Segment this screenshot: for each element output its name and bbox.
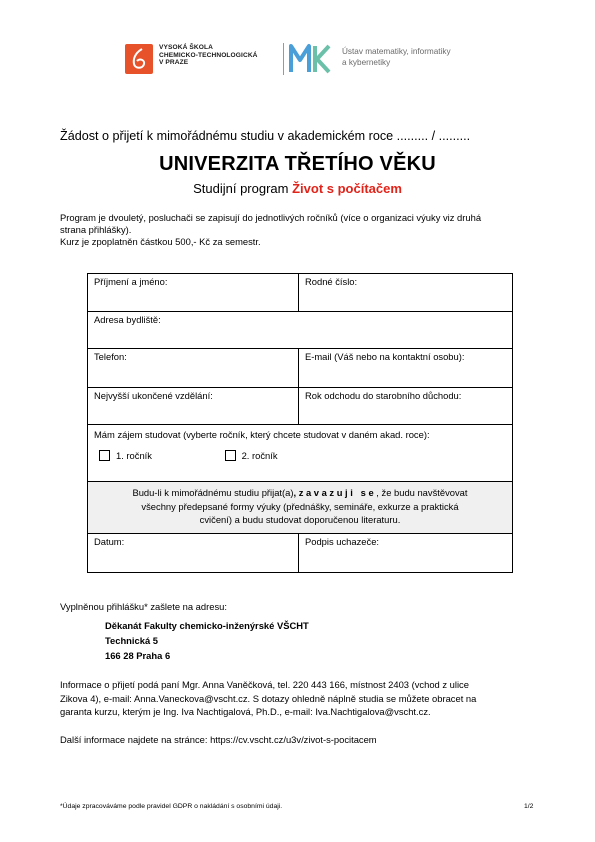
vscht-logo — [125, 44, 153, 79]
subtitle-prefix: Studijní program — [193, 181, 293, 196]
phone-label: Telefon: — [94, 351, 127, 362]
intro-line-1: Program je dvouletý, posluchači se zapisují do jednotlivých ročníků (více o organizaci výuky viz druhá — [60, 212, 482, 223]
intro-line-3: Kurz je zpoplatněn částkou 500,- Kč za semestr. — [60, 236, 261, 248]
request-line: Žádost o přijetí k mimořádnému studiu v akademickém roce ......... / ......... — [60, 129, 471, 143]
address-label: Adresa bydliště: — [94, 314, 161, 325]
phone-field[interactable] — [88, 349, 299, 388]
year-options — [99, 450, 506, 461]
info-line-3: garanta kurzu, kterým je Ing. Iva Nachtigalová, Ph.D., e-mail: Iva.Nachtigalova@vscht.cz. — [60, 706, 431, 718]
address-line-3: 166 28 Praha 6 — [105, 650, 171, 661]
address-field[interactable] — [88, 312, 513, 349]
commit-line-2: všechny předepsané formy výuky (přednášky, semináře, exkurze a praktická — [141, 500, 459, 512]
year2-checkbox[interactable] — [225, 450, 236, 461]
signature-label: Podpis uchazeče: — [305, 536, 380, 547]
surname-name-field[interactable] — [88, 274, 299, 312]
address-line-2: Technická 5 — [105, 635, 158, 646]
commitment-statement — [88, 482, 513, 534]
education-label: Nejvyšší ukončené vzdělání: — [94, 390, 213, 401]
study-interest-section — [88, 425, 513, 482]
email-label: E-mail (Váš nebo na kontaktní osobu): — [305, 351, 465, 362]
interest-label: Mám zájem studovat (vyberte ročník, který chcete studovat v daném akad. roce): — [94, 429, 430, 440]
retirement-year-label: Rok odchodu do starobního důchodu: — [305, 390, 462, 401]
logo-divider — [283, 43, 284, 75]
more-info-link[interactable]: Další informace najdete na stránce: https://cv.vscht.cz/u3v/zivot-s-pocitacem — [60, 734, 377, 745]
year2-option[interactable] — [225, 450, 278, 461]
date-label: Datum: — [94, 536, 125, 547]
vscht-line-2: CHEMICKO-TECHNOLOGICKÁ — [159, 51, 258, 59]
program-name: Život s počítačem — [292, 181, 402, 196]
mailing-address — [105, 618, 309, 663]
birth-number-label: Rodné číslo: — [305, 276, 358, 287]
mk-line-1: Ústav matematiky, informatiky — [342, 47, 451, 56]
retirement-year-field[interactable] — [299, 388, 513, 425]
surname-name-label: Příjmení a jméno: — [94, 276, 168, 287]
year2-label: 2. ročník — [241, 450, 278, 461]
vscht-logo-icon — [125, 44, 153, 74]
commit-comma: , — [293, 487, 297, 498]
email-field[interactable] — [299, 349, 513, 388]
year1-label: 1. ročník — [116, 450, 152, 461]
year1-option[interactable] — [99, 450, 152, 461]
address-line-1: Děkanát Fakulty chemicko-inženýrské VŠCHT — [105, 620, 309, 631]
gdpr-footnote: *Údaje zpracováváme podle pravidel GDPR o nakládání s osobními údaji. — [60, 803, 283, 810]
page-title: UNIVERZITA TŘETÍHO VĚKU — [159, 153, 436, 175]
page-number: 1/2 — [524, 803, 534, 810]
mk-line-2: a kybernetiky — [342, 57, 391, 67]
year1-checkbox[interactable] — [99, 450, 110, 461]
commit-line-3: cvičení) a budu studovat doporučenou literaturu. — [199, 514, 401, 525]
info-line-1: Informace o přijetí podá paní Mgr. Anna Vaněčková, tel. 220 443 166, místnost 2403 (vchod z ulice — [60, 679, 469, 690]
date-field[interactable] — [88, 534, 299, 573]
intro-line-2: strana přihlášky). — [60, 224, 132, 236]
intro-text — [60, 212, 481, 249]
contact-info — [60, 678, 476, 719]
program-subtitle — [0, 181, 595, 196]
commit-rest: , že budu navštěvovat — [376, 487, 468, 498]
mk-logo-text — [342, 47, 451, 68]
mk-logo-icon — [288, 42, 332, 81]
application-form — [87, 273, 513, 573]
signature-field[interactable] — [299, 534, 513, 573]
vscht-logo-text — [159, 44, 258, 67]
vscht-line-3: V PRAZE — [159, 59, 189, 67]
education-field[interactable] — [88, 388, 299, 425]
vscht-line-1: VYSOKÁ ŠKOLA — [159, 44, 213, 51]
commit-line-1 — [94, 486, 506, 500]
info-line-2: Zikova 4), e-mail: Anna.Vaneckova@vscht.cz. S dotazy ohledně náplně studia se můžete obracet na — [60, 692, 477, 704]
commit-keyword: zavazuji se — [298, 487, 377, 498]
send-to-text: Vyplněnou přihlášku* zašlete na adresu: — [60, 601, 227, 612]
birth-number-field[interactable] — [299, 274, 513, 312]
commit-prefix: Budu-li k mimořádnému studiu přijat(a) — [132, 487, 294, 498]
